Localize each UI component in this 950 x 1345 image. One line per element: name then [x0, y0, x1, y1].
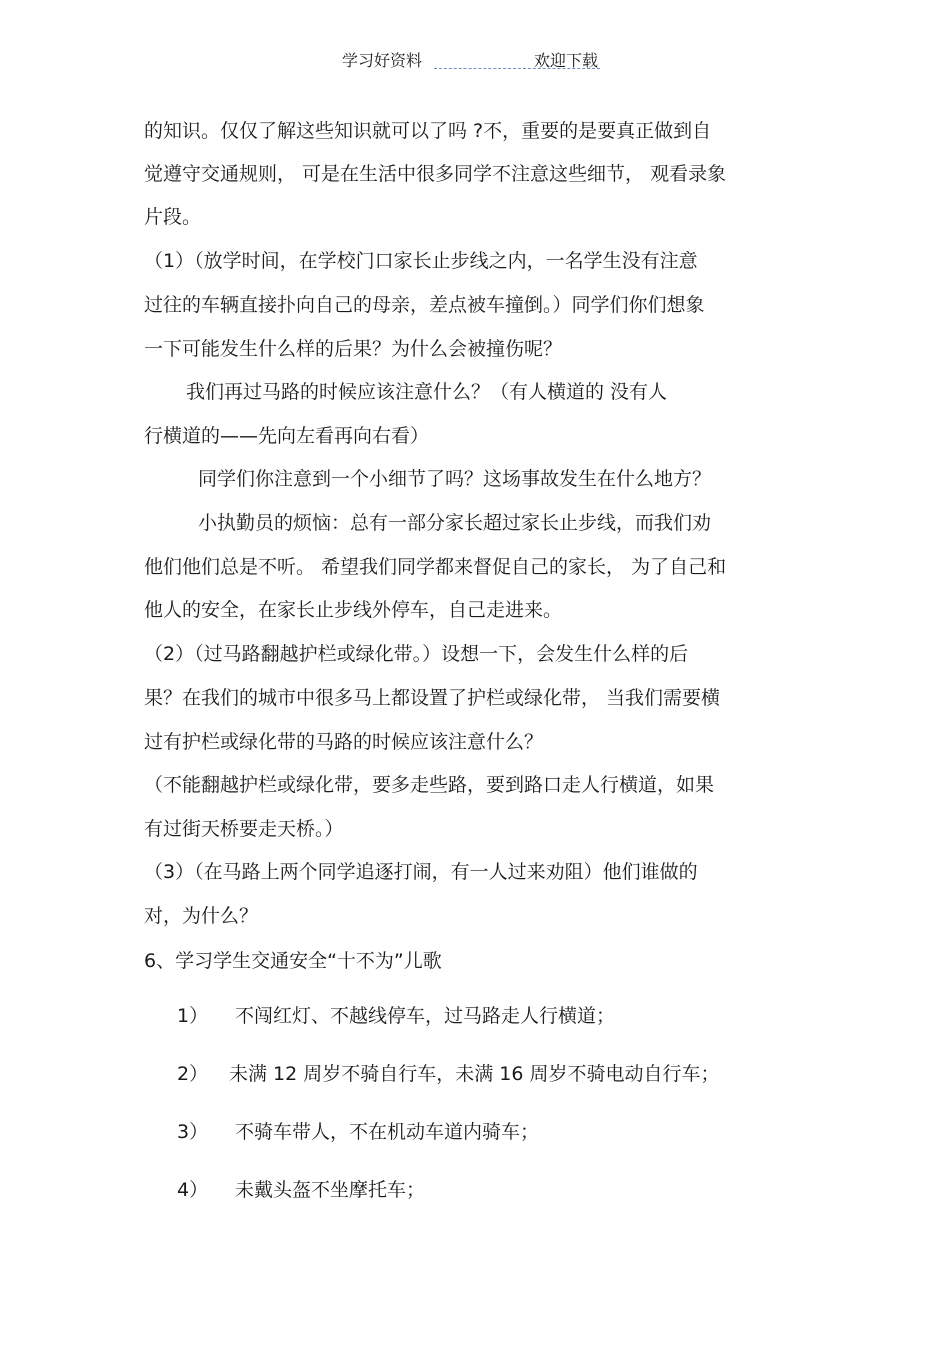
text-line: 过有护栏或绿化带的马路的时候应该注意什么？	[144, 731, 544, 753]
header-right-text: 欢迎下载	[534, 51, 599, 70]
page-header	[0, 48, 950, 72]
list-item-number: 1）	[177, 1005, 209, 1027]
text-line: 他们他们总是不听。 希望我们同学都来督促自己的家长， 为了自己和	[144, 556, 727, 578]
list-item-text: 未戴头盔不坐摩托车；	[235, 1179, 426, 1201]
text-line: 片段。	[144, 206, 202, 228]
header-left-text: 学习好资料	[342, 51, 423, 70]
text-line: （不能翻越护栏或绿化带，要多走些路，要到路口走人行横道，如果	[144, 774, 715, 796]
text-line: （2）（过马路翻越护栏或绿化带。）设想一下，会发生什么样的后	[144, 643, 689, 665]
text-line: 果？在我们的城市中很多马上都设置了护栏或绿化带， 当我们需要横	[144, 687, 721, 709]
text-line: 行横道的——先向左看再向右看）	[144, 425, 430, 447]
text-line: 小执勤员的烦恼：总有一部分家长超过家长止步线，而我们劝	[198, 512, 712, 534]
text-line: 的知识。仅仅了解这些知识就可以了吗 ?不，重要的是要真正做到自	[144, 120, 712, 142]
text-line: 有过街天桥要走天桥。）	[144, 818, 344, 840]
text-line: 他人的安全，在家长止步线外停车，自己走进来。	[144, 599, 563, 621]
list-item-text: 不骑车带人，不在机动车道内骑车；	[235, 1121, 540, 1143]
list-item-number: 4）	[177, 1179, 209, 1201]
text-line: 一下可能发生什么样的后果？为什么会被撞伤呢？	[144, 338, 563, 360]
list-item-text: 未满 12 周岁不骑自行车，未满 16 周岁不骑电动自行车；	[229, 1063, 720, 1085]
list-item-number: 3）	[177, 1121, 209, 1143]
text-line: 过往的车辆直接扑向自己的母亲，差点被车撞倒。）同学们你们想象	[144, 294, 705, 316]
text-line: （1）（放学时间，在学校门口家长止步线之内，一名学生没有注意	[144, 250, 698, 272]
text-line: （3）（在马路上两个同学追逐打闹，有一人过来劝阻）他们谁做的	[144, 861, 698, 883]
text-line: 对，为什么？	[144, 905, 259, 927]
list-item-number: 2）	[177, 1063, 209, 1085]
text-line: 同学们你注意到一个小细节了吗？这场事故发生在什么地方？	[198, 468, 712, 490]
section-heading: 6、学习学生交通安全“十不为”儿歌	[144, 950, 442, 972]
list-item-text: 不闯红灯、不越线停车，过马路走人行横道；	[235, 1005, 616, 1027]
text-line: 觉遵守交通规则， 可是在生活中很多同学不注意这些细节， 观看录象	[144, 163, 727, 185]
text-line: 我们再过马路的时候应该注意什么？（有人横道的 没有人	[186, 381, 668, 403]
